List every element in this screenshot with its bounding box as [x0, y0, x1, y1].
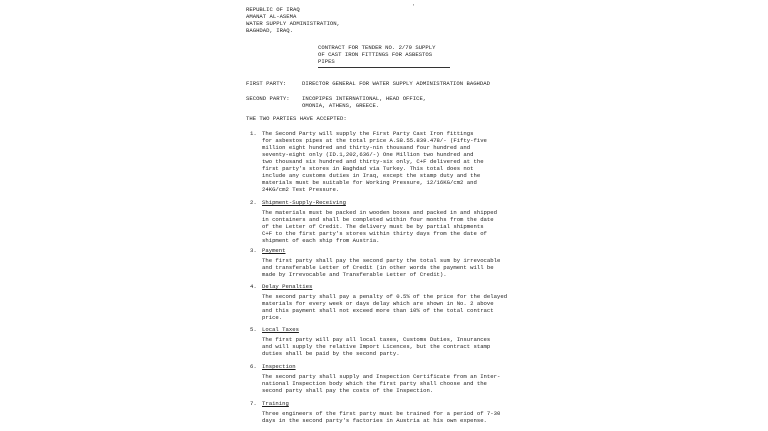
clause-text-line: national Inspection body which the first party shall choose and the	[262, 380, 487, 387]
clause-text-line: two thousand six hundred and thirty-six only, C+F delivered at the	[262, 158, 484, 165]
party-label: SECOND PARTY:	[246, 95, 290, 102]
clause-text-line: and will supply the relative Import Licences, but the contract stamp	[262, 343, 491, 350]
clause-text-line: The second party shall pay a penalty of 0.5% of the price for the delayed	[262, 293, 508, 300]
letterhead-line: REPUBLIC OF IRAQ	[246, 6, 300, 13]
title-line: PIPES	[318, 58, 335, 65]
clause-text-line: include any customs duties in Iraq, except the stamp duty and the	[262, 172, 481, 179]
clause-text-line: materials must be suitable for Working Pressure, 12/16KG/cm2 and	[262, 179, 477, 186]
clause-text-line: The first party shall pay the second party the total sum by irrevocable	[262, 257, 501, 264]
party-value: DIRECTOR GENERAL FOR WATER SUPPLY ADMINISTRATION BAGHDAD	[302, 80, 490, 87]
title-underline	[318, 67, 450, 68]
scan-mark: '	[412, 4, 416, 10]
clause-text-line: The second party shall supply and Inspection Certificate from an Inter-	[262, 373, 501, 380]
clause-text-line: Three engineers of the first party must be trained for a period of 7-30	[262, 410, 501, 417]
clause-text-line: The Second Party will supply the First Party Cast Iron fittings	[262, 130, 474, 137]
clause-number: 2.	[250, 199, 257, 206]
clause-text-line: The first party will pay all local taxes, Customs Duties, Insurances	[262, 336, 491, 343]
clause-text-line: shipment of each ship from Austria.	[262, 237, 380, 244]
clause-heading: Training	[262, 400, 289, 407]
clause-text-line: 24KG/cm2 Test Pressure.	[262, 186, 340, 193]
clause-text-line: million eight hundred and thirty-nin thousand four hundred and	[262, 144, 471, 151]
letterhead-line: WATER SUPPLY ADMINISTRATION,	[246, 20, 340, 27]
clause-heading: Shipment-Supply-Receiving	[262, 199, 346, 206]
clause-text-line: made by Irrevocable and Transferable Letter of Credit).	[262, 271, 447, 278]
title-line: CONTRACT FOR TENDER NO. 2/79 SUPPLY	[318, 44, 436, 51]
letterhead-line: AMANAT AL-ASEMA	[246, 13, 297, 20]
clause-text-line: days in the second party's factories in Austria at his own expense.	[262, 417, 487, 424]
clause-text-line: seventy-eight only (ID.1,202,636/-) One Million two hundred and	[262, 151, 474, 158]
clause-text-line: and transferable Letter of Credit (in other words the payment will be	[262, 264, 494, 271]
clause-text-line: first party's stores in Baghdad via Turkey. This total does not	[262, 165, 474, 172]
clause-text-line: for asbestos pipes at the total price A.S8.55.839.478/- (Fifty-five	[262, 137, 487, 144]
clause-number: 6.	[250, 363, 257, 370]
party-label: FIRST PARTY:	[246, 80, 287, 87]
clause-text-line: second party shall pay the costs of the Inspection.	[262, 387, 434, 394]
party-value: OMONIA, ATHENS, GREECE.	[302, 102, 380, 109]
clause-heading: Delay Penalties	[262, 283, 313, 290]
clause-text-line: The materials must be packed in wooden boxes and packed in and shipped	[262, 209, 497, 216]
accepted-line: THE TWO PARTIES HAVE ACCEPTED:	[246, 115, 347, 122]
clause-heading: Local Taxes	[262, 326, 299, 333]
clause-text-line: C+F to the first party's stores within thirty days from the date of	[262, 230, 487, 237]
letterhead-line: BAGHDAD, IRAQ.	[246, 27, 293, 34]
document-page	[236, 0, 532, 431]
clause-number: 4.	[250, 283, 257, 290]
clause-number: 3.	[250, 247, 257, 254]
party-value: INCOPIPES INTERNATIONAL, HEAD OFFICE,	[302, 95, 427, 102]
clause-heading: Inspection	[262, 363, 296, 370]
clause-number: 1.	[250, 130, 257, 137]
clause-heading: Payment	[262, 247, 286, 254]
clause-text-line: in containers and shall be completed within four months from the date	[262, 216, 494, 223]
clause-text-line: materials for every week or days delay which are shown in No. 2 above	[262, 300, 494, 307]
clause-text-line: duties shall be paid by the second party.	[262, 350, 400, 357]
clause-text-line: price.	[262, 314, 283, 321]
title-line: OF CAST IRON FITTINGS FOR ASBESTOS	[318, 51, 433, 58]
clause-text-line: and this payment shall not exceed more than 10% of the total contract	[262, 307, 494, 314]
clause-number: 5.	[250, 326, 257, 333]
clause-text-line: of the Letter of Credit. The delivery must be by partial shipments	[262, 223, 484, 230]
clause-number: 7.	[250, 400, 257, 407]
